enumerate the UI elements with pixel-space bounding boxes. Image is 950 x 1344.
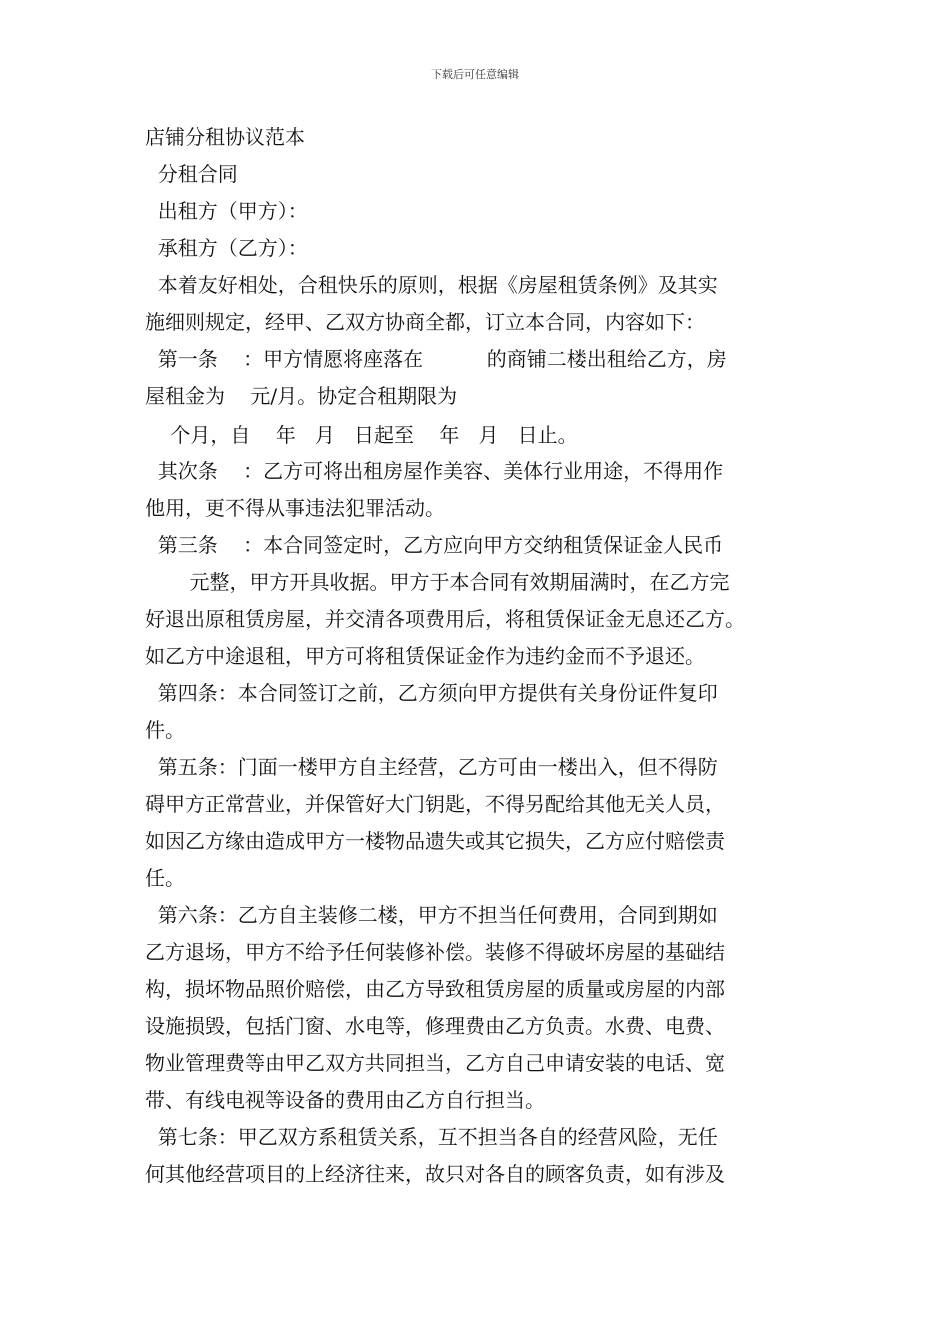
paragraph-line: 第七条：甲乙双方系租赁关系，互不担当各自的经营风险，无任 (145, 1125, 718, 1149)
paragraph-line: 乙方退场，甲方不给予任何装修补偿。装修不得破坏房屋的基础结 (145, 940, 725, 964)
lessor-line: 出租方（甲方）： (145, 199, 308, 223)
paragraph-line: 屋租金为 元/月。协定合租期限为 (145, 384, 458, 408)
paragraph-line: 元整，甲方开具收据。甲方于本合同有效期届满时，在乙方完 (145, 570, 730, 594)
paragraph-line: 件。 (145, 718, 185, 742)
header-note: 下载后可任意编辑 (431, 68, 519, 81)
paragraph-line: 构，损坏物品照价赔偿，由乙方导致租赁房屋的质量或房屋的内部 (145, 977, 725, 1001)
paragraph-line: 带、有线电视等设备的费用由乙方自行担当。 (145, 1088, 545, 1112)
paragraph-line: 何其他经营项目的上经济往来，故只对各自的顾客负责，如有涉及 (145, 1162, 725, 1186)
paragraph-line: 如乙方中途退租，甲方可将租赁保证金作为违约金而不予退还。 (145, 644, 705, 668)
document-subtitle: 分租合同 (145, 162, 238, 186)
paragraph-line: 第四条：本合同签订之前，乙方须向甲方提供有关身份证件复印 (145, 681, 718, 705)
paragraph-line: 好退出原租赁房屋，并交清各项费用后，将租赁保证金无息还乙方。 (145, 607, 745, 631)
paragraph-line: 施细则规定，经甲、乙双方协商全都，订立本合同，内容如下： (145, 310, 705, 334)
lessee-line: 承租方（乙方）： (145, 236, 308, 260)
paragraph-line: 物业管理费等由甲乙双方共同担当，乙方自己申请安装的电话、宽 (145, 1051, 725, 1075)
paragraph-line: 本着友好相处，合租快乐的原则，根据《房屋租赁条例》及其实 (145, 273, 718, 297)
paragraph-line: 他用，更不得从事违法犯罪活动。 (145, 496, 445, 520)
paragraph-line: 个月，自 年 月 日起至 年 月 日止。 (145, 423, 578, 447)
document-title: 店铺分租协议范本 (145, 125, 305, 149)
paragraph-line: 第五条：门面一楼甲方自主经营，乙方可由一楼出入，但不得防 (145, 755, 718, 779)
paragraph-line: 如因乙方缘由造成甲方一楼物品遗失或其它损失，乙方应付赔偿责 (145, 829, 725, 853)
paragraph-line: 碍甲方正常营业，并保管好大门钥匙，不得另配给其他无关人员， (145, 792, 725, 816)
paragraph-line: 第三条 ：本合同签定时，乙方应向甲方交纳租赁保证金人民币 (145, 533, 724, 557)
paragraph-line: 设施损毁，包括门窗、水电等，修理费由乙方负责。水费、电费、 (145, 1014, 725, 1038)
paragraph-line: 其次条 ：乙方可将出租房屋作美容、美体行业用途，不得用作 (145, 459, 724, 483)
paragraph-line: 任。 (145, 866, 185, 890)
paragraph-line: 第一条 ：甲方情愿将座落在 的商铺二楼出租给乙方，房 (145, 347, 727, 371)
paragraph-line: 第六条：乙方自主装修二楼，甲方不担当任何费用，合同到期如 (145, 903, 718, 927)
